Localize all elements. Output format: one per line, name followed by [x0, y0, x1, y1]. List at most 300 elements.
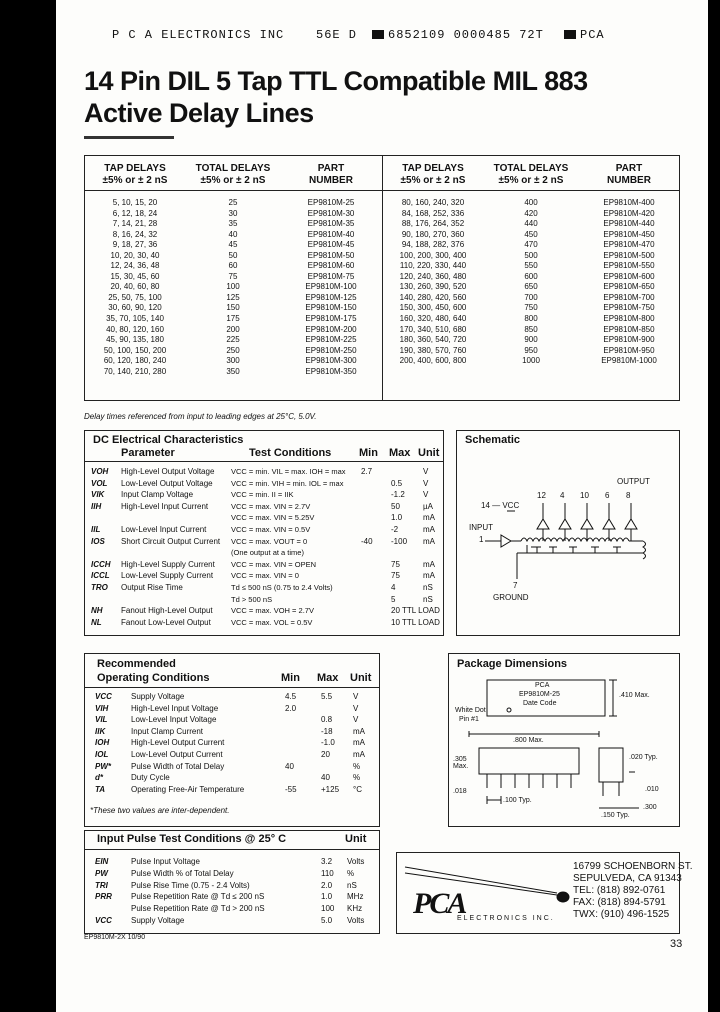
dc-title: DC Electrical Characteristics	[93, 434, 244, 446]
dc-condition: VCC = max. VOL = 0.5V	[231, 617, 313, 627]
dc-symbol: NH	[91, 606, 103, 616]
pulse-symbol: TRI	[95, 880, 108, 890]
part-table-cell: EP9810M-200	[305, 324, 357, 334]
dc-unit: nS	[423, 583, 433, 592]
part-table-cell: 120, 240, 360, 480	[399, 271, 467, 281]
part-table-cell: EP9810M-30	[307, 208, 355, 218]
pkg-lead-thickness: .010	[645, 786, 659, 793]
datasheet-page	[56, 0, 708, 1012]
pulse-unit: Volts	[347, 916, 365, 925]
header-block-2	[564, 30, 576, 39]
dc-condition: VCC = max. VIN = 5.25V	[231, 513, 315, 523]
dc-unit: mA	[423, 571, 435, 581]
dc-symbol: NL	[91, 617, 102, 627]
part-table-cell: 300	[226, 356, 240, 366]
pulse-parameter: Supply Voltage	[131, 916, 185, 925]
dc-max: 4	[391, 583, 396, 592]
part-table-cell: 8, 16, 24, 32	[112, 229, 158, 239]
rec-parameter: Duty Cycle	[131, 773, 170, 783]
part-table-cell: EP9810M-440	[603, 219, 655, 229]
dc-condition: Td > 500 nS	[231, 594, 273, 604]
address-line4: FAX: (818) 894-5791	[573, 897, 666, 908]
part-table-cell: 30, 60, 90, 120	[108, 303, 162, 313]
part-table-cell: 650	[524, 282, 538, 292]
rec-unit: V	[353, 703, 359, 713]
dc-unit: V	[423, 467, 429, 476]
part-table-cell: 7, 14, 21, 28	[112, 219, 158, 229]
part-table-cell: EP9810M-1000	[601, 356, 657, 366]
part-table-cell: EP9810M-25	[307, 198, 355, 207]
part-table-cell: EP9810M-100	[305, 282, 357, 292]
part-table-cell: EP9810M-225	[305, 335, 357, 345]
dc-parameter: Low-Level Supply Current	[121, 571, 214, 581]
dc-condition: VCC = min. VIL = max. IOH = max	[231, 467, 346, 476]
pulse-symbol: PRR	[95, 892, 112, 902]
rec-unit: mA	[353, 750, 365, 759]
rec-symbol: IOL	[95, 750, 109, 759]
dc-max: 10 TTL LOAD	[391, 617, 440, 627]
rec-parameter: High-Level Input Voltage	[131, 703, 219, 713]
dc-max: -2	[391, 525, 399, 534]
part-table-cell: 75	[228, 271, 238, 281]
rec-note: *These two values are inter-dependent.	[90, 806, 230, 815]
pca-logo-sub: ELECTRONICS INC.	[457, 915, 555, 922]
rec-symbol: VIL	[95, 715, 108, 725]
dc-condition: VCC = min. II = IIK	[231, 490, 294, 500]
part-table-cell: 80, 160, 240, 320	[401, 198, 465, 207]
part-table-cell: 800	[524, 314, 538, 324]
pkg-white-dot: White Dot	[455, 707, 486, 714]
rec-parameter: Supply Voltage	[131, 692, 185, 701]
pulse-title: Input Pulse Test Conditions @ 25° C	[97, 833, 287, 845]
recommended-conditions	[84, 653, 380, 827]
rec-symbol: IOH	[95, 738, 110, 748]
part-table-cell: EP9810M-350	[305, 366, 357, 376]
part-table-cell: 175	[226, 314, 240, 324]
rec-max: 20	[321, 750, 330, 759]
part-table-cell: 35	[228, 219, 238, 229]
dc-min: 2.7	[361, 467, 373, 476]
dc-hdr-max: Max	[389, 447, 411, 459]
address-line3: TEL: (818) 892-0761	[573, 885, 666, 896]
pulse-parameter: Pulse Rise Time (0.75 - 2.4 Volts)	[131, 880, 250, 890]
pulse-conditions	[84, 830, 380, 934]
part-table-cell: 250	[226, 345, 240, 355]
part-table-divider	[382, 156, 383, 400]
part-table-cell: EP9810M-470	[603, 240, 655, 250]
pulse-parameter: Pulse Repetition Rate @ Td ≤ 200 nS	[131, 892, 265, 902]
part-table-footnote: Delay times referenced from input to leading edges at 25°C, 5.0V.	[84, 412, 317, 421]
schematic-panel	[456, 430, 680, 636]
dc-symbol: TRO	[91, 583, 108, 592]
rec-symbol: IIK	[95, 726, 106, 736]
dc-symbol: IOS	[91, 536, 105, 546]
footer-doc-code: EP9810M-2X 10/90	[84, 934, 146, 941]
rec-unit: °C	[353, 784, 362, 794]
rec-symbol: VIH	[95, 703, 109, 713]
part-table-cell: 150	[226, 303, 240, 313]
part-table-cell: 45	[228, 240, 238, 250]
part-table-cell: 200, 400, 600, 800	[399, 356, 467, 366]
part-table-cell: EP9810M-850	[603, 324, 655, 334]
col-total-right	[481, 198, 581, 367]
company-block	[396, 852, 693, 934]
dc-parameter: Short Circuit Output Current	[121, 536, 221, 546]
part-table-cell: 100	[226, 282, 240, 292]
rec-hdr-min: Min	[281, 672, 300, 684]
schematic-input-label: INPUT	[469, 523, 493, 532]
pkg-row-spacing: .300	[643, 804, 657, 811]
part-table-cell: EP9810M-600	[603, 271, 655, 281]
pulse-unit: MHz	[347, 892, 364, 902]
dc-parameter: High-Level Input Current	[121, 501, 209, 511]
rec-min: 2.0	[285, 703, 297, 713]
rec-parameter: Operating Free-Air Temperature	[131, 784, 245, 794]
part-table-cell: 45, 90, 135, 180	[106, 335, 164, 345]
part-table-cell: 25	[228, 198, 238, 207]
tap-pin-3: 10	[580, 491, 589, 500]
dc-symbol: VOH	[91, 467, 109, 476]
rec-max: +125	[321, 784, 340, 794]
address-line2: SEPULVEDA, CA 91343	[573, 873, 682, 884]
part-table-cell: 25, 50, 75, 100	[108, 292, 162, 302]
dc-condition: (One output at a time)	[231, 548, 304, 558]
part-table-cell: 140, 280, 420, 560	[399, 292, 467, 302]
header-block-1	[372, 30, 384, 39]
address-block	[573, 861, 693, 921]
dc-symbol: VOL	[91, 478, 108, 488]
dc-max: 20 TTL LOAD	[391, 606, 440, 616]
part-table-cell: EP9810M-950	[603, 345, 655, 355]
dc-parameter: Fanout Low-Level Output	[121, 617, 211, 627]
part-table-cell: 225	[226, 335, 240, 345]
part-table-cell: EP9810M-125	[305, 292, 357, 302]
dc-symbol: VIK	[91, 490, 105, 500]
hdr-total-left: TOTAL DELAYS ±5% or ± 2 nS	[195, 163, 271, 186]
col-part-right	[581, 198, 677, 367]
part-table-cell: EP9810M-450	[603, 229, 655, 239]
pulse-symbol: VCC	[95, 916, 112, 925]
rec-min: -55	[285, 784, 297, 794]
part-table-cell: 440	[524, 219, 538, 229]
dc-parameter: Input Clamp Voltage	[121, 490, 194, 500]
dc-characteristics	[84, 430, 444, 636]
part-table-cell: 950	[524, 345, 538, 355]
pulse-value: 110	[321, 868, 334, 878]
part-table-cell: 1000	[522, 356, 540, 366]
hdr-part-right: PART NUMBER	[607, 163, 651, 186]
part-table-cell: EP9810M-400	[603, 198, 655, 207]
rec-min: 4.5	[285, 692, 297, 701]
binder-hole-bottom	[28, 892, 50, 914]
col-total-left	[183, 198, 283, 377]
part-table-cell: EP9810M-60	[307, 261, 355, 271]
part-table-cell: 94, 188, 282, 376	[401, 240, 465, 250]
pulse-symbol: EIN	[95, 857, 109, 866]
pulse-unit: KHz	[347, 904, 363, 914]
part-table-cell: EP9810M-550	[603, 261, 655, 271]
pkg-chip-part: EP9810M-25	[519, 691, 560, 698]
part-table-cell: EP9810M-150	[305, 303, 357, 313]
hdr-tap-right: TAP DELAYS ±5% or ± 2 nS	[400, 163, 466, 186]
part-table-cell: 35, 70, 105, 140	[106, 314, 164, 324]
dc-unit: V	[423, 490, 429, 500]
rec-min: 40	[285, 761, 294, 771]
part-table-cell: 12, 24, 36, 48	[110, 261, 160, 271]
tap-pin-1: 12	[537, 491, 546, 500]
rec-parameter: Low-Level Input Voltage	[131, 715, 217, 725]
pulse-symbol: PW	[95, 868, 108, 878]
part-table-cell: 20, 40, 60, 80	[110, 282, 160, 292]
part-table-cell: 110, 220, 330, 440	[399, 261, 467, 271]
pkg-lead-width: .018	[453, 788, 467, 795]
part-table-cell: EP9810M-45	[307, 240, 355, 250]
dc-max: 75	[391, 559, 400, 569]
dc-symbol: ICCH	[91, 559, 111, 569]
part-table-cell: 350	[226, 366, 240, 376]
dc-max: 50	[391, 501, 400, 511]
col-tap-left	[87, 198, 183, 377]
dc-parameter: High-Level Supply Current	[121, 559, 215, 569]
rec-max: 40	[321, 773, 330, 783]
rec-hdr-max: Max	[317, 672, 339, 684]
header-company: P C A ELECTRONICS INC	[112, 28, 285, 42]
part-table-cell: 550	[524, 261, 538, 271]
dc-max: -1.2	[391, 490, 405, 500]
header-code: 56E D	[316, 28, 358, 42]
dc-hdr-min: Min	[359, 447, 378, 459]
part-table-cell: 5, 10, 15, 20	[112, 198, 158, 207]
pulse-value: 5.0	[321, 916, 333, 925]
title-rule	[84, 136, 174, 139]
part-table-cell: 9, 18, 27, 36	[112, 240, 158, 250]
rec-title-line1: Recommended	[97, 658, 176, 670]
schematic-vcc-label: 14 — VCC	[481, 501, 520, 510]
binder-hole-top	[28, 88, 50, 110]
pulse-header-rule	[85, 849, 379, 850]
dc-header-rule	[85, 461, 443, 462]
part-table-cell: EP9810M-500	[603, 250, 655, 260]
dc-condition: VCC = max. VIN = 2.7V	[231, 501, 311, 511]
rec-unit: %	[353, 773, 361, 783]
rec-max: 5.5	[321, 692, 333, 701]
dc-parameter: Low-Level Output Voltage	[121, 478, 213, 488]
part-table	[84, 155, 680, 401]
part-table-cell: EP9810M-300	[305, 356, 357, 366]
schematic-title: Schematic	[465, 434, 521, 446]
package-drawing	[449, 654, 679, 826]
package-title: Package Dimensions	[457, 658, 568, 670]
part-table-cell: EP9810M-75	[307, 271, 355, 281]
rec-parameter: High-Level Output Current	[131, 738, 225, 748]
dc-condition: VCC = max. VIN = 0	[231, 571, 299, 581]
pulse-value: 100	[321, 904, 335, 914]
part-table-cell: 420	[524, 208, 538, 218]
dc-parameter: Output Rise Time	[121, 583, 183, 592]
part-table-cell: 160, 320, 480, 640	[399, 314, 467, 324]
dc-unit: mA	[423, 525, 435, 534]
rec-parameter: Input Clamp Current	[131, 726, 204, 736]
part-table-cell: EP9810M-35	[307, 219, 355, 229]
part-table-cell: EP9810M-40	[307, 229, 355, 239]
address-line1: 16799 SCHOENBORN ST.	[573, 861, 693, 872]
hdr-tap-left: TAP DELAYS ±5% or ± 2 nS	[102, 163, 168, 186]
dc-parameter: High-Level Output Voltage	[121, 467, 215, 476]
pkg-pitch: .100 Typ.	[503, 797, 532, 804]
part-table-cell: 850	[524, 324, 538, 334]
schematic-diagram	[457, 431, 679, 635]
schematic-gnd-pin: 7	[513, 581, 518, 590]
part-table-cell: 200	[226, 324, 240, 334]
dc-unit: mA	[423, 536, 435, 546]
rec-header-rule	[85, 687, 379, 688]
part-table-cell: EP9810M-50	[307, 250, 355, 260]
part-table-cell: 60, 120, 180, 240	[103, 356, 167, 366]
part-table-cell: EP9810M-250	[305, 345, 357, 355]
rec-unit: V	[353, 715, 359, 725]
part-table-cell: 84, 168, 252, 336	[401, 208, 465, 218]
rec-symbol: PW*	[95, 761, 111, 771]
rec-unit: mA	[353, 726, 365, 736]
tap-pin-2: 4	[560, 491, 565, 500]
part-table-cell: 10, 20, 30, 40	[110, 250, 160, 260]
pkg-lead-height: .305 Max.	[453, 756, 469, 770]
dc-max: 5	[391, 594, 396, 604]
page-title-line1: 14 Pin DIL 5 Tap TTL Compatible MIL 883	[84, 66, 588, 96]
page-title-line2: Active Delay Lines	[84, 98, 314, 128]
dc-parameter: Fanout High-Level Output	[121, 606, 213, 616]
schematic-output-label: OUTPUT	[617, 477, 650, 486]
hdr-total-right: TOTAL DELAYS ±5% or ± 2 nS	[493, 163, 569, 186]
pkg-chip-brand: PCA	[535, 682, 550, 689]
pulse-parameter: Pulse Input Voltage	[131, 857, 200, 866]
binder-hole-middle	[28, 494, 50, 516]
part-table-cell: 150, 300, 450, 600	[399, 303, 467, 313]
part-table-cell: 190, 380, 570, 760	[399, 345, 467, 355]
rec-unit: V	[353, 692, 359, 701]
rec-symbol: TA	[95, 784, 106, 794]
rec-unit: mA	[353, 738, 365, 748]
part-table-cell: EP9810M-700	[603, 292, 655, 302]
part-table-cell: EP9810M-900	[603, 335, 655, 345]
dc-max: 0.5	[391, 478, 403, 488]
rec-parameter: Pulse Width of Total Delay	[131, 761, 225, 771]
address-line5: TWX: (910) 496-1525	[573, 909, 670, 920]
part-table-cell: EP9810M-420	[603, 208, 655, 218]
part-table-cell: 60	[228, 261, 238, 271]
dc-condition: Td ≤ 500 nS (0.75 to 2.4 Volts)	[231, 583, 333, 592]
part-table-cell: 90, 180, 270, 360	[401, 229, 465, 239]
part-table-cell: 450	[524, 229, 538, 239]
header-brand: PCA	[580, 28, 605, 42]
pulse-value: 1.0	[321, 892, 333, 902]
header-lot: 6852109 0000485 72T	[388, 28, 544, 42]
part-table-cell: 50	[228, 250, 238, 260]
rec-max: 0.8	[321, 715, 333, 725]
pulse-unit: Volts	[347, 857, 365, 866]
part-table-cell: 88, 176, 264, 352	[401, 219, 465, 229]
dc-unit: V	[423, 478, 429, 488]
hdr-part-left: PART NUMBER	[309, 163, 353, 186]
pulse-value: 2.0	[321, 880, 333, 890]
part-table-cell: 470	[524, 240, 538, 250]
dc-max: 75	[391, 571, 400, 581]
dc-condition: VCC = max. VOUT = 0	[231, 536, 308, 546]
part-table-cell: 170, 340, 510, 680	[399, 324, 467, 334]
pca-logo-letters: PCA	[413, 887, 466, 920]
part-table-cell: EP9810M-800	[603, 314, 655, 324]
rec-symbol: d*	[95, 773, 103, 783]
schematic-ground-label: GROUND	[493, 593, 529, 602]
dc-condition: VCC = max. VIN = 0.5V	[231, 525, 311, 534]
pkg-height: .410 Max.	[619, 692, 650, 699]
dc-symbol: IIH	[91, 501, 102, 511]
rec-unit: %	[353, 761, 361, 771]
pkg-pin1: Pin #1	[459, 716, 479, 723]
part-table-cell: 500	[524, 250, 538, 260]
part-table-cell: 180, 360, 540, 720	[399, 335, 467, 345]
dc-hdr-cond: Test Conditions	[249, 447, 332, 459]
rec-hdr-unit: Unit	[350, 672, 372, 684]
part-table-cell: 30	[228, 208, 238, 218]
pkg-stand-height: .020 Typ.	[629, 754, 658, 761]
rec-max: -1.0	[321, 738, 335, 748]
part-table-cell: EP9810M-175	[305, 314, 357, 324]
part-table-cell: EP9810M-750	[603, 303, 655, 313]
dc-unit: mA	[423, 513, 435, 523]
rec-symbol: VCC	[95, 692, 112, 701]
pulse-hdr-unit: Unit	[345, 833, 367, 845]
dc-condition: VCC = max. VOH = 2.7V	[231, 606, 314, 616]
dc-hdr-param: Parameter	[121, 447, 175, 459]
dc-symbol: IIL	[91, 525, 101, 534]
dc-min: -40	[361, 536, 373, 546]
tap-pin-4: 6	[605, 491, 610, 500]
pulse-value: 3.2	[321, 857, 333, 866]
part-table-cell: 750	[524, 303, 538, 313]
pkg-end-height: .150 Typ.	[601, 812, 630, 819]
col-tap-right	[385, 198, 481, 367]
part-table-cell: 125	[226, 292, 240, 302]
part-table-cell: 700	[524, 292, 538, 302]
dc-unit: mA	[423, 559, 435, 569]
tap-pin-5: 8	[626, 491, 631, 500]
part-table-cell: 50, 100, 150, 200	[103, 345, 167, 355]
dc-max: -100	[391, 536, 408, 546]
rec-title-line2: Operating Conditions	[97, 672, 210, 684]
part-table-cell: 100, 200, 300, 400	[399, 250, 467, 260]
part-table-cell: EP9810M-650	[603, 282, 655, 292]
dc-parameter: Low-Level Input Current	[121, 525, 207, 534]
dc-unit: nS	[423, 594, 433, 604]
pulse-parameter: Pulse Repetition Rate @ Td > 200 nS	[131, 904, 265, 914]
part-table-cell: 70, 140, 210, 280	[103, 366, 167, 376]
part-table-cell: 130, 260, 390, 520	[399, 282, 467, 292]
footer-page-number: 33	[670, 938, 683, 950]
rec-max: -18	[321, 726, 333, 736]
col-part-left	[283, 198, 379, 377]
dc-hdr-unit: Unit	[418, 447, 440, 459]
pulse-unit: %	[347, 868, 355, 878]
dc-symbol: ICCL	[91, 571, 110, 581]
schematic-pin1: 1	[479, 535, 484, 544]
part-table-cell: 40	[228, 229, 238, 239]
part-table-cell: 900	[524, 335, 538, 345]
pkg-width: .800 Max.	[513, 737, 544, 744]
part-table-cell: 40, 80, 120, 160	[106, 324, 164, 334]
dc-condition: VCC = min. VIH = min. IOL = max	[231, 478, 344, 488]
dc-max: 1.0	[391, 513, 403, 523]
